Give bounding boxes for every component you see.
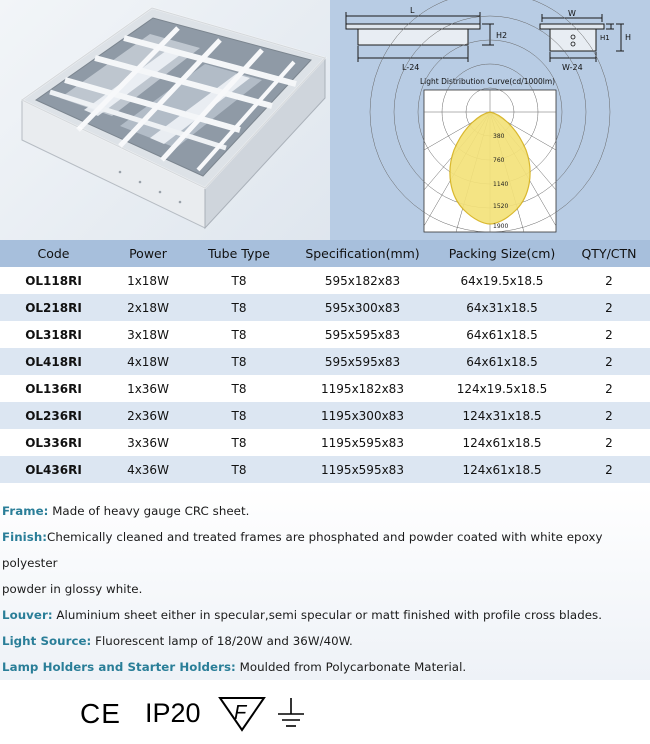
holders-line (2, 654, 648, 680)
louver-line (2, 602, 648, 628)
cell-packing-size: 124x31x18.5 (436, 402, 568, 429)
specification-table (0, 240, 650, 483)
cell-tube-type: T8 (189, 267, 289, 294)
cell-tube-type: T8 (189, 348, 289, 375)
table-row (0, 402, 650, 429)
cell-packing-size: 64x31x18.5 (436, 294, 568, 321)
louver-text: Aluminium sheet either in specular,semi specular or matt finished with profile cross blades. (52, 608, 603, 622)
cell-code: OL218RI (0, 294, 107, 321)
cell-specification: 595x595x83 (289, 348, 436, 375)
finish-text: Chemically cleaned and treated frames are phosphated and powder coated with white epoxy polyester (2, 530, 603, 570)
cell-tube-type: T8 (189, 321, 289, 348)
cell-power: 2x36W (107, 402, 189, 429)
louver-label: Louver: (2, 608, 53, 622)
product-photo (0, 0, 330, 240)
cell-qty: 2 (568, 348, 650, 375)
frame-label: Frame: (2, 504, 49, 518)
column-header-power: Power (107, 240, 189, 267)
cell-qty: 2 (568, 321, 650, 348)
ip20-rating: IP20 (145, 698, 201, 728)
holders-label: Lamp Holders and Starter Holders: (2, 660, 236, 674)
table-row (0, 375, 650, 402)
curve-title: Light Distribution Curve(cd/1000lm) (420, 77, 556, 86)
cell-qty: 2 (568, 267, 650, 294)
finish-label: Finish: (2, 530, 48, 544)
cell-code: OL136RI (0, 375, 107, 402)
f-mark-letter: F (234, 702, 247, 724)
column-header-qty-ctn: QTY/CTN (568, 240, 650, 267)
light-source-text: Fluorescent lamp of 18/20W and 36W/40W. (91, 634, 353, 648)
cell-tube-type: T8 (189, 294, 289, 321)
cell-specification: 595x595x83 (289, 321, 436, 348)
cell-power: 1x36W (107, 375, 189, 402)
column-header-packing-size: Packing Size(cm) (436, 240, 568, 267)
table-header (0, 240, 650, 267)
cell-specification: 595x182x83 (289, 267, 436, 294)
dim-l-label: L (410, 6, 415, 15)
dim-h1-label: H1 (600, 34, 610, 42)
cell-tube-type: T8 (189, 402, 289, 429)
cell-power: 1x18W (107, 267, 189, 294)
cell-qty: 2 (568, 294, 650, 321)
finish-line (2, 524, 648, 576)
curve-value-label: 1900 (493, 223, 509, 230)
finish-line-continued (2, 576, 648, 602)
cell-specification: 1195x182x83 (289, 375, 436, 402)
table-row (0, 429, 650, 456)
table-row (0, 294, 650, 321)
cell-packing-size: 64x19.5x18.5 (436, 267, 568, 294)
dim-h-label: H (625, 33, 632, 42)
table-row (0, 267, 650, 294)
column-header-tube-type: Tube Type (189, 240, 289, 267)
table-body (0, 267, 650, 483)
table-row (0, 456, 650, 483)
cell-power: 4x36W (107, 456, 189, 483)
cell-specification: 595x300x83 (289, 294, 436, 321)
frame-line (2, 498, 648, 524)
curve-value-label: 1520 (493, 203, 509, 210)
cell-packing-size: 64x61x18.5 (436, 348, 568, 375)
cell-specification: 1195x300x83 (289, 402, 436, 429)
header-row (0, 240, 650, 267)
top-section (0, 0, 650, 240)
cell-power: 3x36W (107, 429, 189, 456)
cell-packing-size: 124x61x18.5 (436, 429, 568, 456)
cell-specification: 1195x595x83 (289, 429, 436, 456)
light-source-label: Light Source: (2, 634, 92, 648)
curve-value-label: 760 (493, 157, 505, 164)
cell-tube-type: T8 (189, 429, 289, 456)
cell-packing-size: 64x61x18.5 (436, 321, 568, 348)
dimension-drawing (330, 0, 650, 240)
cell-code: OL436RI (0, 456, 107, 483)
cell-packing-size: 124x19.5x18.5 (436, 375, 568, 402)
cell-specification: 1195x595x83 (289, 456, 436, 483)
cell-tube-type: T8 (189, 375, 289, 402)
ce-mark: CE (80, 698, 121, 729)
cell-packing-size: 124x61x18.5 (436, 456, 568, 483)
dim-w-label: W (568, 9, 576, 18)
product-description (0, 486, 650, 680)
column-header-code: Code (0, 240, 107, 267)
cell-power: 4x18W (107, 348, 189, 375)
cell-qty: 2 (568, 375, 650, 402)
cell-power: 2x18W (107, 294, 189, 321)
cell-power: 3x18W (107, 321, 189, 348)
cell-code: OL318RI (0, 321, 107, 348)
light-source-line (2, 628, 648, 654)
cell-qty: 2 (568, 402, 650, 429)
curve-value-label: 1140 (493, 181, 509, 188)
cell-qty: 2 (568, 456, 650, 483)
grille-lamp-illustration (0, 0, 330, 240)
table-row (0, 348, 650, 375)
cell-qty: 2 (568, 429, 650, 456)
cell-code: OL236RI (0, 402, 107, 429)
dim-l24-label: L-24 (402, 63, 420, 72)
ground-icon (276, 696, 306, 730)
certification-marks (0, 680, 650, 744)
technical-drawing-panel (330, 0, 650, 240)
column-header-specification: Specification(mm) (289, 240, 436, 267)
dim-w24-label: W-24 (562, 63, 583, 72)
cell-code: OL418RI (0, 348, 107, 375)
cell-tube-type: T8 (189, 456, 289, 483)
cell-code: OL336RI (0, 429, 107, 456)
cell-code: OL118RI (0, 267, 107, 294)
frame-text: Made of heavy gauge CRC sheet. (48, 504, 250, 518)
curve-value-label: 380 (493, 133, 505, 140)
table-row (0, 321, 650, 348)
finish-text-continued: powder in glossy white. (2, 582, 143, 596)
dim-h2-label: H2 (496, 31, 508, 40)
f-mark-icon (218, 694, 266, 732)
holders-text: Moulded from Polycarbonate Material. (235, 660, 467, 674)
